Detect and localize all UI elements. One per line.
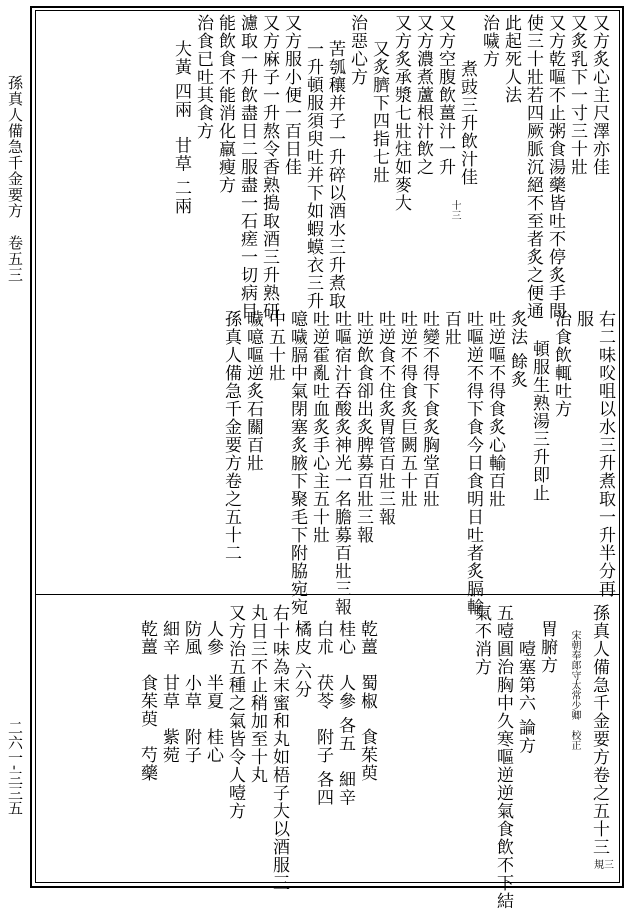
text-column: 吐變不得下食炙胸堂百壯 bbox=[419, 310, 439, 508]
text-column: 炙法 餘炙 bbox=[507, 310, 527, 389]
text-column: 又方服小便一百日佳 bbox=[281, 14, 301, 176]
section-heading: 治噦方 bbox=[479, 14, 499, 68]
text-column: 苦瓠穰并子一升碎以酒水三升煮取 bbox=[325, 40, 345, 310]
text-column: 又炙臍下四指七壯 bbox=[369, 40, 389, 184]
text-column: 吐逆食不住炙胃管百壯三報 bbox=[375, 310, 395, 526]
text-column: 吐嘔宿汁吞酸炙神光一名膽募百壯三報 bbox=[331, 310, 351, 616]
text-column: 又炙乳下一寸三十壯 bbox=[567, 14, 587, 176]
panel-divider bbox=[35, 594, 620, 595]
text-column: 又方乾嘔不止粥食湯藥皆吐不停炙手間 bbox=[545, 14, 565, 320]
text-column: 此起死人法 bbox=[501, 14, 521, 104]
text-column: 又方濃煮蘆根汁飲之 bbox=[413, 14, 433, 176]
section-heading: 治惡心方 bbox=[347, 14, 367, 86]
ingredient-row: 橘皮 六分 bbox=[291, 620, 311, 699]
text-column: 使三十壯若四厥脈沉絕不至者炙之便通 bbox=[523, 14, 543, 320]
text-column: 吐嘔逆不得下食今日食明日吐者炙膈輸 bbox=[463, 310, 483, 616]
ingredient-row: 防風 小草 附子 bbox=[181, 620, 201, 764]
subsection-heading: 噎塞第六 論方 bbox=[515, 640, 535, 755]
text-column: 大黃 四兩 甘草 二兩 bbox=[171, 40, 191, 215]
text-column: 噦噫嘔逆炙石關百壯 bbox=[243, 310, 263, 472]
volume-title: 孫真人備急千金要方卷之五十三 bbox=[589, 604, 609, 856]
text-column: 吐逆嘔不得食炙心輸百壯 bbox=[485, 310, 505, 508]
text-column: 又方空腹飲薑汁一升 bbox=[435, 14, 455, 176]
text-column: 又方炙心主尺澤亦佳 bbox=[589, 14, 609, 176]
ingredient-row: 桂心 人參 各五 細辛 bbox=[335, 620, 355, 807]
page-signature: 規三 bbox=[594, 860, 614, 871]
text-column: 又方炙承漿七壯炷如麥大 bbox=[391, 14, 411, 212]
section-heading: 治食已吐其食方 bbox=[193, 14, 213, 140]
ingredient-row: 人參 半夏 桂心 bbox=[203, 620, 223, 764]
text-column: 中五十壯 bbox=[265, 310, 285, 382]
text-column: 右十味為末蜜和丸如梧子大以酒服三 bbox=[269, 604, 289, 892]
text-column: 丸日三不止稍加至十丸 bbox=[247, 604, 267, 784]
text-column: 吐逆飲食卻出炙脾募百壯三報 bbox=[353, 310, 373, 544]
text-column: 吐逆不得食炙巨闕五十壯 bbox=[397, 310, 417, 508]
text-column: 噫噦膈中氣閉塞炙腋下聚毛下附脇宛宛 bbox=[287, 310, 307, 616]
text-column: 氣不消方 bbox=[471, 604, 491, 676]
margin-page-number: 二六一-三三五 bbox=[6, 720, 24, 816]
text-column: 又方麻子一升熬令香熟搗取酒三升熟研 bbox=[259, 14, 279, 320]
text-column: 又方治五種之氣皆令人噎方 bbox=[225, 604, 245, 820]
ingredient-row: 乾薑 食茱萸 芍藥 bbox=[137, 620, 157, 782]
text-column: 煮豉三升飲汁佳 bbox=[457, 60, 477, 186]
text-column: 濾取一升飲盡日二服盡一石瘥一切病目 bbox=[237, 14, 257, 320]
text-column: 能飲食不能消化羸瘦方 bbox=[215, 14, 235, 194]
page-mark: 十三 bbox=[449, 200, 460, 220]
text-column: 一升頓服須臾吐并下如蝦蟆衣三升 bbox=[303, 40, 323, 310]
section-heading: 胃腑方 bbox=[537, 620, 557, 674]
text-column: 服 bbox=[573, 310, 593, 328]
text-column: 頓服生熟湯三升即止 bbox=[529, 340, 549, 502]
ingredient-row: 白朮 茯苓 附子 各四 bbox=[313, 620, 333, 807]
ingredient-row: 細辛 甘草 紫菀 bbox=[159, 620, 179, 764]
text-column: 百壯 bbox=[441, 310, 461, 346]
section-heading: 治食飲輒吐方 bbox=[551, 310, 571, 418]
ingredient-row: 乾薑 蜀椒 食茱萸 bbox=[357, 620, 377, 782]
text-column: 右二味㕮咀以水三升煮取一升半分再 bbox=[595, 310, 615, 598]
text-column: 吐逆霍亂吐血炙手心主五十壯 bbox=[309, 310, 329, 544]
text-column: 五噎圓治胸中久寒嘔逆逆氣食飲不下結 bbox=[493, 604, 513, 910]
volume-end-title: 孫真人備急千金要方卷之五十二 bbox=[221, 310, 241, 562]
margin-title: 孫真人備急千金要方 卷五三 bbox=[6, 75, 24, 283]
editor-credit: 宋朝奉郎守太常少卿 校正 bbox=[569, 630, 580, 750]
